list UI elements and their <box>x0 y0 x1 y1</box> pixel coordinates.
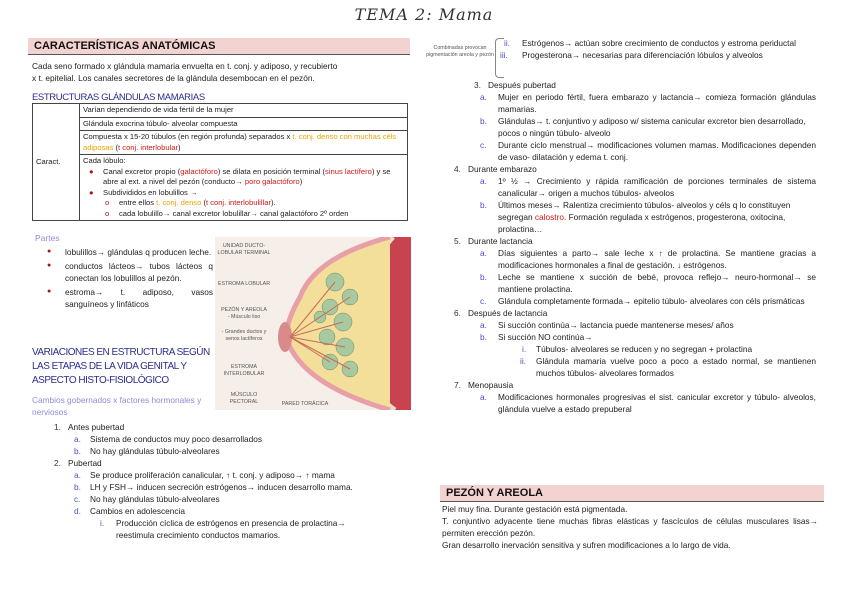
list-item: b. Leche se mantiene x succión de bebé, provoca reflejo→ neuro-hormonal→ se mantiene prolactina. <box>480 272 816 294</box>
list-item: a. Mujer en periodo fértil, fuera embarazo y lactancia→ comieza formación glándulas mamarias. <box>480 92 816 114</box>
list-item: iii. Progesterona→ necesarias para diferenciación lóbulos y alveolos <box>500 50 763 60</box>
list-item: 3. Después pubertad <box>474 80 556 90</box>
page-title: TEMA 2: Mama <box>354 5 494 24</box>
list-item: ● lobulillos→ glándulas q producen leche. <box>33 246 213 258</box>
list-item: 6. Después de lactancia <box>454 308 548 318</box>
list-item: ● Subdivididos en lobulillos → <box>89 187 198 197</box>
right-top-list <box>500 37 815 61</box>
list-item: a. Se produce proliferación canalicular, ↑ t. conj. y adiposo→ ↑ mama <box>74 470 335 480</box>
diagram-label: MÚSCULO PECTORAL <box>229 392 259 405</box>
list-item: i. Producción cíclica de estrógenos en presencia de prolactina→ reestimula crecimiento conductos mamarios. <box>100 518 346 540</box>
diagram-label: UNIDAD DUCTO-LOBULAR TERMINAL <box>217 243 271 256</box>
pezon-text <box>442 503 818 551</box>
diagram-label: - Grandes ductos y senos lactíferos <box>221 329 267 342</box>
list-item: o entre ellos t. conj. denso (t conj. interlobulillar). <box>105 198 276 207</box>
cambios-text: Cambios gobernados x factores hormonales y nerviosos <box>32 395 202 417</box>
list-item: b. Últimos meses→ Ralentiza crecimiento túbulos- alveolos y céls q lo constituyen segregan calostro. Formación regulada x estrógenos, progesterona, oxitocina, prolactina… <box>480 200 791 234</box>
pezon-line: Piel muy fina. Durante gestación está pigmentada. <box>442 504 628 514</box>
pezon-line: Gran desarrollo inervación sensitiva y sufren modificaciones a lo largo de vida. <box>442 540 731 550</box>
list-item: c. No hay glándulas túbulo-alveolares <box>74 494 220 504</box>
table-row: Compuesta x 15-20 túbulos (en región profunda) separados x t. conj. denso con muchas céls adiposas (t conj. interlobular) <box>80 131 408 155</box>
section-heading-pezon: PEZÓN Y AREOLA <box>440 485 824 502</box>
list-item: c. Durante ciclo menstrual→ modificaciones volumen mamas. Modificaciones dependen de vaso- dilatación y edema t. conj. <box>480 140 816 162</box>
lobulo-title: Cada lóbulo: <box>83 156 126 165</box>
list-item: a. Modificaciones hormonales progresivas el sist. canicular excretor y túbulo- alveolos, glándula vuelve a estado prepuberal <box>480 392 816 414</box>
list-item: ● conductos lácteos→ tubos lácteos q conectan los lobulillos al pezón. <box>33 260 213 284</box>
partes-list <box>33 246 213 312</box>
list-item: i. Túbulos- alveolares se reducen y no segregan + prolactina <box>522 344 753 354</box>
table-row: Varían dependiendo de vida fértil de la mujer <box>80 104 408 118</box>
list-item: ii. Estrógenos→ actúan sobre crecimiento de conductos y estroma periductal <box>504 38 796 48</box>
breast-anatomy-diagram <box>215 237 411 410</box>
list-item: 4. Durante embarazo <box>454 164 537 174</box>
list-item: o cada lobulillo→ canal excretor lobulillar→ canal galactóforo 2º orden <box>105 208 349 218</box>
list-item: 7. Menopausia <box>454 380 514 390</box>
table-row: Glándula exocrina túbulo- alveolar compuesta <box>80 117 408 131</box>
list-item: 2. Pubertad <box>54 458 102 468</box>
right-numbered-list <box>440 79 816 415</box>
intro-text <box>32 60 408 84</box>
list-item: d. Cambios en adolescencia <box>74 506 186 516</box>
list-item: ● Canal excretor propio (galactóforo) se dilata en posición terminal (sinus lactífero) y se abre al ext. a nivel del pezón (conducto→ poro galactóforo) <box>89 166 391 186</box>
diagram-label: PARED TORÁCICA <box>281 401 329 407</box>
list-item: b. Glándulas→ t. conjuntivo y adiposo w/ sistema canicular excretor bien desarrollado, pocos o ningún túbulo- alveolo <box>480 116 806 138</box>
pigmentacion-note: Combinadas provocan pigmentación areola y pezón <box>426 45 494 58</box>
estructuras-title: ESTRUCTURAS GLÁNDULAS MAMARIAS <box>32 92 205 103</box>
list-item: 5. Durante lactancia <box>454 236 533 246</box>
diagram-label: - Músculo liso <box>227 314 261 320</box>
diagram-label: ESTROMA LOBULAR <box>217 281 271 287</box>
intro-line-1: Cada seno formado x glándula mamaria envuelta en t. conj. y adiposo, y recubierto <box>32 61 338 71</box>
list-item: c. Glándula completamente formada→ epitelio túbulo- alveolares con céls prismáticas <box>480 296 805 306</box>
caract-table <box>32 103 408 221</box>
breast-diagram-illustration <box>215 237 411 410</box>
variaciones-title: VARIACIONES EN ESTRUCTURA SEGÚN LAS ETAPAS DE LA VIDA GENITAL Y ASPECTO HISTO-FISIOLÓGICO <box>32 347 210 386</box>
list-item: a. Días siguientes a parto→ sale leche x ↑ de prolactina. Se mantiene gracias a modificaciones hormonales a final de gestación. ↓ estrógenos. <box>480 248 816 270</box>
list-item: ● estroma→ t. adiposo, vasos sanguíneos y linfáticos <box>33 286 213 310</box>
intro-line-2: x t. epitelial. Los canales secretores de la glándula desembocan en el pezón. <box>32 73 315 83</box>
list-item: a. 1º ½ → Crecimiento y rápida ramificación de porciones terminales de sistema canalicular→ origen a muchos túbulos- alveolos <box>480 176 816 198</box>
diagram-label: PEZÓN Y AREOLA <box>221 307 267 313</box>
list-item: a. Si succión continúa→ lactancia puede mantenerse meses/ años <box>480 320 734 330</box>
partes-title: Partes <box>35 233 60 243</box>
diagram-label: ESTROMA INTERLOBULAR <box>223 364 265 377</box>
list-item: b. No hay glándulas túbulo-alveolares <box>74 446 220 456</box>
list-item: ii. Glándula mamaria vuelve poco a poco a estado normal, se mantienen muchos túbulos- alveolares formados <box>520 356 816 378</box>
section-heading-anatomicas: CARACTERÍSTICAS ANATÓMICAS <box>28 38 410 55</box>
table-row <box>80 155 408 221</box>
list-item: a. Sistema de conductos muy poco desarrollados <box>74 434 263 444</box>
list-item: 1. Antes pubertad <box>54 422 125 432</box>
pezon-line: T. conjuntivo adyacente tiene muchas fibras elásticas y fascículos de células musculares lisas→ permiten erección pezón. <box>442 516 818 538</box>
left-numbered-list <box>32 421 412 541</box>
table-label: Caract. <box>33 104 80 221</box>
list-item: b. Si succión NO continúa→ <box>480 332 593 342</box>
list-item: b. LH y FSH→ inducen secreción estrógenos→ inducen desarrollo mama. <box>74 482 353 492</box>
